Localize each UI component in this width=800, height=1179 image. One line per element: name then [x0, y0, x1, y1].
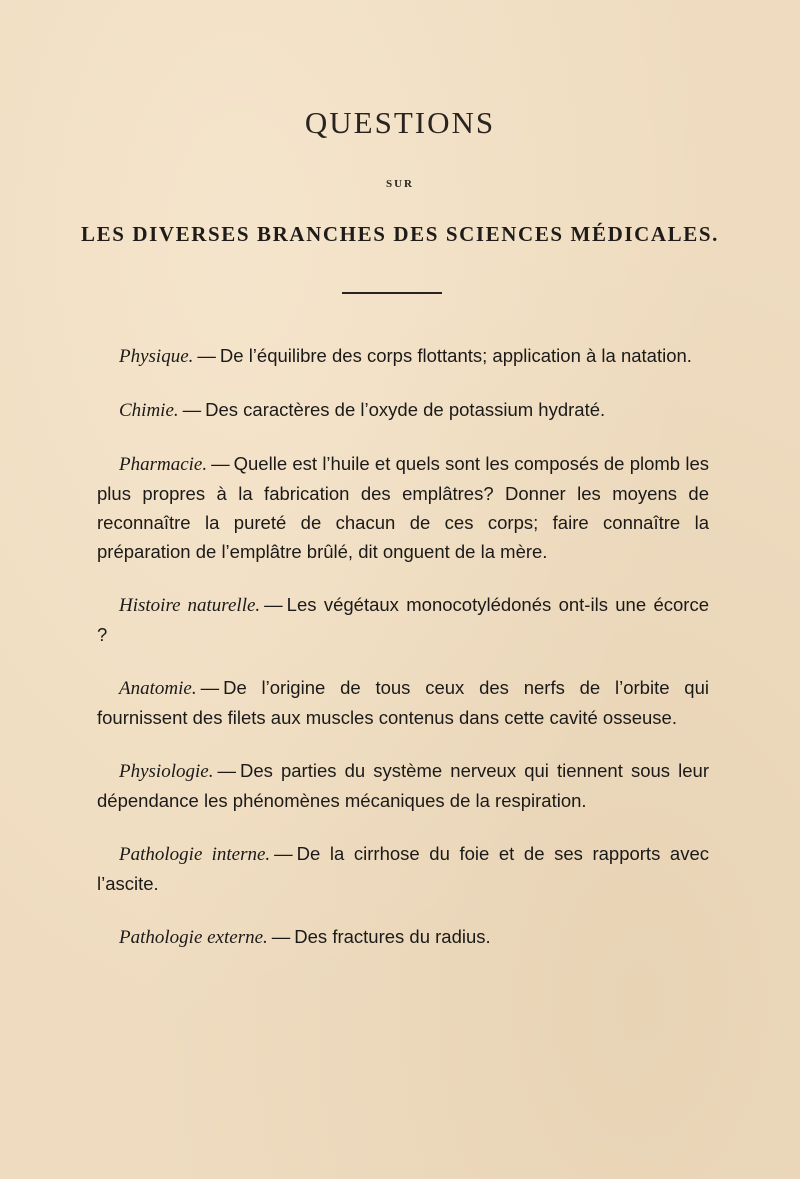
question-subject: Histoire naturelle. — [119, 595, 261, 616]
question-text: Les végétaux monocotylédonés ont-ils une écorce ? — [97, 594, 709, 645]
page-subtitle: LES DIVERSES BRANCHES DES SCIENCES MÉDICALES. — [80, 222, 719, 246]
question-pharmacie — [97, 449, 709, 566]
divider-rule — [342, 292, 442, 294]
question-physique — [97, 341, 709, 371]
question-separator: — — [271, 926, 291, 947]
question-separator: — — [274, 843, 293, 864]
question-subject: Physique. — [119, 346, 194, 367]
question-separator: — — [197, 345, 216, 366]
question-separator: — — [200, 677, 220, 698]
question-separator: — — [217, 760, 236, 781]
question-separator: — — [264, 594, 283, 615]
question-subject: Pathologie interne. — [119, 844, 271, 865]
question-chimie — [97, 395, 709, 425]
question-text: De l’origine de tous ceux des nerfs de l’orbite qui fournissent des filets aux muscles contenus dans cette cavité osseuse. — [97, 677, 709, 728]
question-physiologie — [97, 756, 709, 815]
question-list — [97, 341, 709, 976]
question-subject: Pharmacie. — [119, 454, 208, 475]
question-anatomie — [97, 673, 709, 732]
page-preposition: SUR — [385, 178, 414, 190]
question-subject: Anatomie. — [119, 678, 197, 699]
question-text: Des caractères de l’oxyde de potassium hydraté. — [205, 399, 606, 420]
question-separator: — — [182, 399, 202, 420]
question-subject: Physiologie. — [119, 761, 214, 782]
question-text: De la cirrhose du foie et de ses rapports avec l’ascite. — [97, 843, 709, 894]
question-text: Des parties du système nerveux qui tiennent sous leur dépendance les phénomènes mécaniques de la respiration. — [97, 760, 709, 811]
question-subject: Chimie. — [119, 400, 179, 421]
question-pathologie-interne — [97, 839, 709, 898]
question-subject: Pathologie externe. — [119, 927, 268, 948]
question-text: Quelle est l’huile et quels sont les composés de plomb les plus propres à la fabrication des emplâtres? Donner les moyens de reconnaître la pureté de chacun de ces corps; faire connaître la préparation de l’emplâtre brûlé, dit onguent de la mère. — [97, 453, 709, 562]
question-separator: — — [211, 453, 230, 474]
question-text: Des fractures du radius. — [294, 926, 491, 947]
question-text: De l’équilibre des corps flottants; application à la natation. — [219, 345, 692, 366]
question-histoire-naturelle — [97, 590, 709, 649]
page-title: QUESTIONS — [304, 105, 496, 140]
question-pathologie-externe — [97, 922, 709, 952]
